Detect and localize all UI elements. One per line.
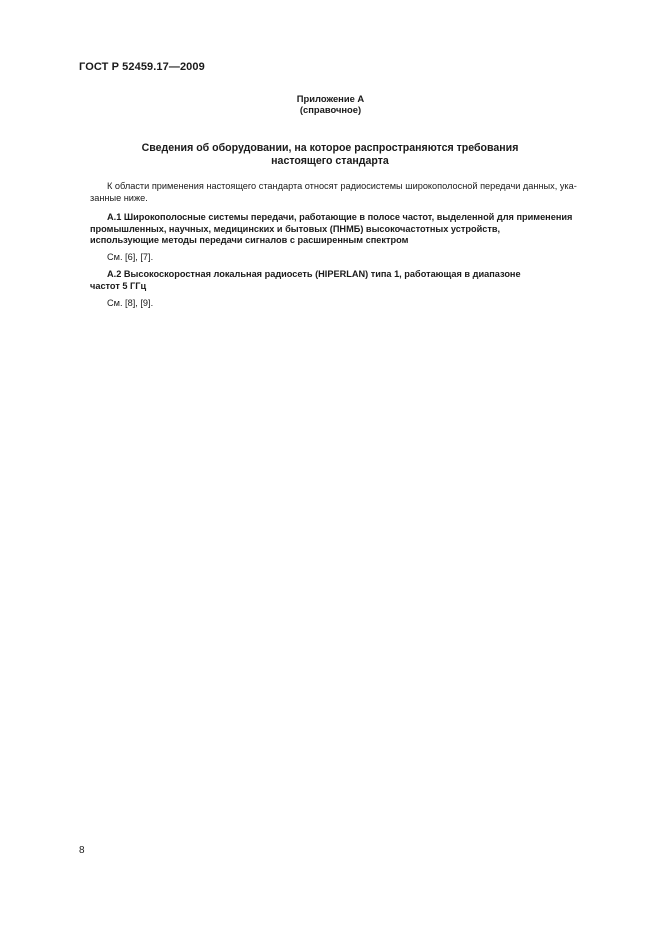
annex-title: Приложение А bbox=[296, 93, 365, 104]
intro-line: К области применения настоящего стандарта относят радиосистемы широкополосной передачи данных, ука- bbox=[107, 181, 577, 191]
section-a1-heading-line: промышленных, научных, медицинских и бытовых (ПНМБ) высокочастотных устройств, bbox=[90, 223, 501, 234]
section-a2-heading-line: А.2 Высокоскоростная локальная радиосеть (HIPERLAN) типа 1, работающая в диапазоне bbox=[107, 269, 521, 279]
main-heading-line: настоящего стандарта bbox=[271, 154, 389, 167]
annex-subtitle: (справочное) bbox=[299, 104, 362, 115]
intro-line: занные ниже. bbox=[90, 192, 148, 203]
section-a1-heading-line: использующие методы передачи сигналов с расширенным спектром bbox=[90, 235, 409, 245]
section-a1-reference: См. [6], [7]. bbox=[107, 252, 154, 262]
intro-paragraph bbox=[90, 181, 620, 204]
section-a2-heading-line: частот 5 ГГц bbox=[90, 280, 147, 291]
section-a2-reference: См. [8], [9]. bbox=[107, 298, 154, 308]
main-heading-line: Сведения об оборудовании, на которое распространяются требования bbox=[141, 142, 519, 154]
section-a1-heading-line: А.1 Широкополосные системы передачи, работающие в полосе частот, выделенной для применения bbox=[107, 212, 573, 222]
page-number: 8 bbox=[79, 845, 85, 856]
main-heading bbox=[120, 142, 540, 167]
document-code: ГОСТ Р 52459.17—2009 bbox=[79, 61, 205, 73]
section-a1-heading bbox=[90, 212, 620, 247]
section-a2-heading bbox=[90, 269, 620, 292]
